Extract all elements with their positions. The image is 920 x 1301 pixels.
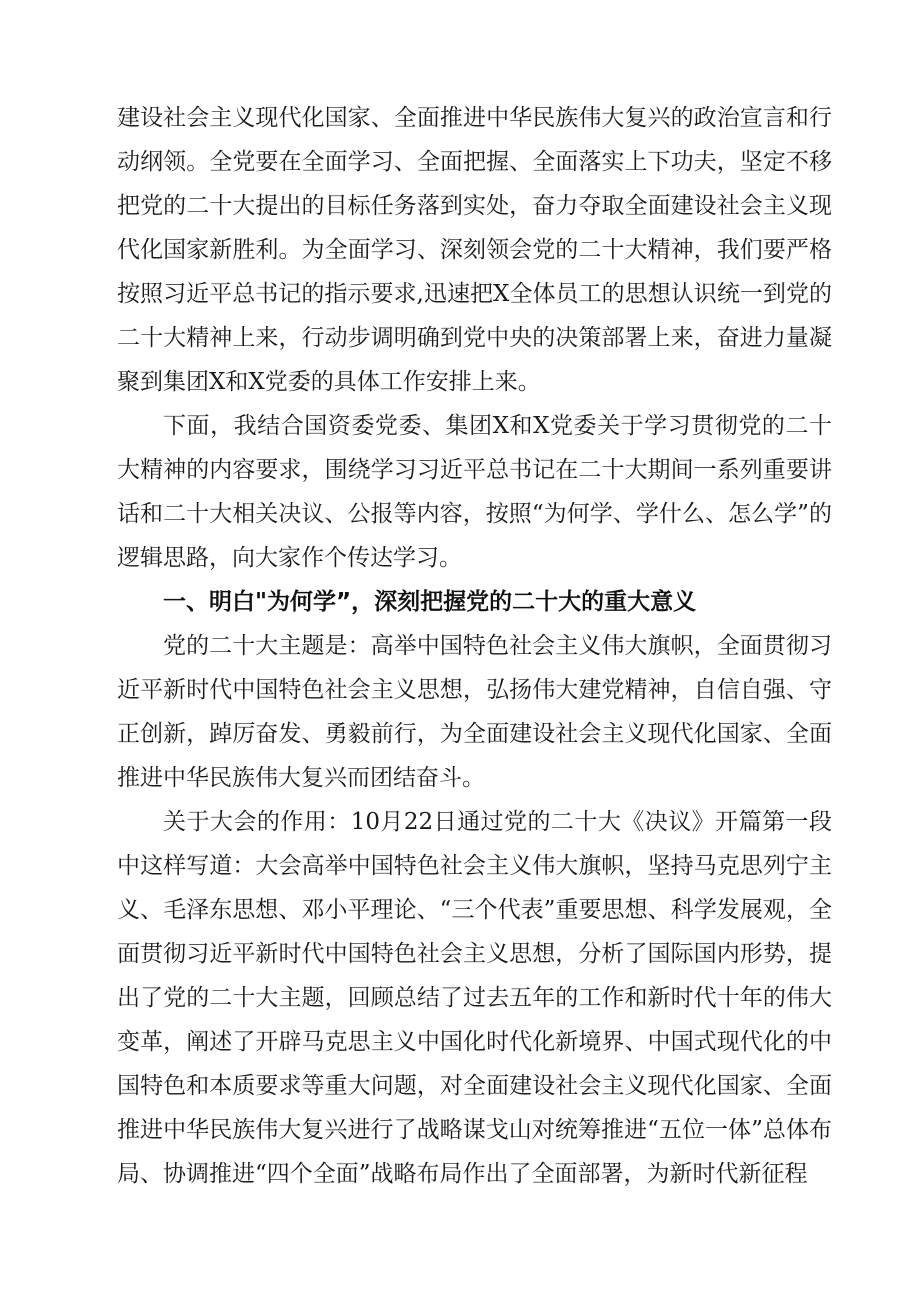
paragraph-continued: 建设社会主义现代化国家、全面推进中华民族伟大复兴的政治宣言和行动纲领。全党要在全面学习、全面把握、全面落实上下功夫，坚定不移把党的二十大提出的目标任务落到实处，奋力夺取全面建设社会主义现代化国家新胜利。为全面学习、深刻领会党的二十大精神，我们要严格按照习近平总书记的指示要求,迅速把X全体员工的思想认识统一到党的二十大精神上来，行动步调明确到党中央的决策部署上来，奋进力量凝聚到集团X和X党委的具体工作安排上来。	[117, 105, 832, 395]
paragraph-theme: 党的二十大主题是：高举中国特色社会主义伟大旗帜，全面贯彻习近平新时代中国特色社会主义思想，弘扬伟大建党精神，自信自强、守正创新，踔厉奋发、勇毅前行，为全面建设社会主义现代化国家、全面推进中华民族伟大复兴而团结奋斗。	[117, 633, 832, 791]
section-heading: 一、明白"为何学”，深刻把握党的二十大的重大意义	[163, 589, 697, 615]
paragraph-intro: 下面，我结合国资委党委、集团X和X党委关于学习贯彻党的二十大精神的内容要求，围绕学习习近平总书记在二十大期间一系列重要讲话和二十大相关决议、公报等内容，按照“为何学、学什么、怎么学”的逻辑思路，向大家作个传达学习。	[117, 413, 832, 571]
document-body	[117, 96, 832, 1196]
paragraph-role: 关于大会的作用：10月22日通过党的二十大《决议》开篇第一段中这样写道：大会高举中国特色社会主义伟大旗帜，坚持马克思列宁主义、毛泽东思想、邓小平理论、“三个代表”重要思想、科学发展观，全面贯彻习近平新时代中国特色社会主义思想，分析了国际国内形势，提出了党的二十大主题，回顾总结了过去五年的工作和新时代十年的伟大变革，阐述了开辟马克思主义中国化时代化新境界、中国式现代化的中国特色和本质要求等重大问题，对全面建设社会主义现代化国家、全面推进中华民族伟大复兴进行了战略谋戈山对统筹推进“五位一体”总体布局、协调推进“四个全面”战略布局作出了全面部署，为新时代新征程	[117, 809, 832, 1187]
